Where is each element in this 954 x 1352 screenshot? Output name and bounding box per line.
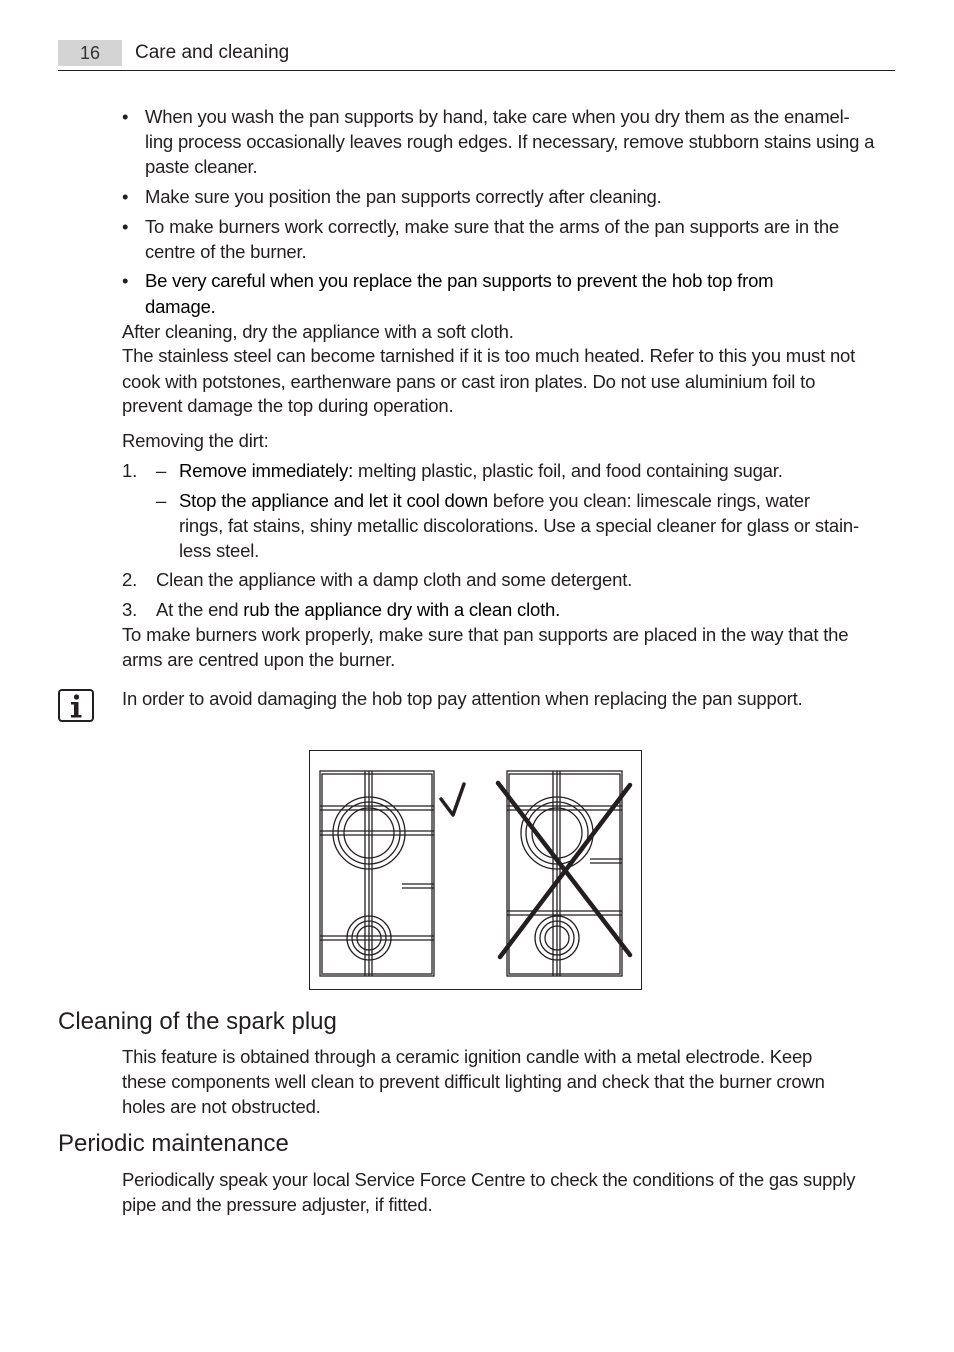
step-text: melting plastic, plastic foil, and food containing sugar. xyxy=(353,460,783,481)
header-rule xyxy=(58,70,895,71)
bullet-text-line: Make sure you position the pan supports correctly after cleaning. xyxy=(145,186,662,207)
bullet-text-line: ling process occasionally leaves rough edges. If necessary, remove stubborn stains using a xyxy=(145,131,875,152)
bullet-text-line-emphasis: damage. xyxy=(145,296,216,317)
section-heading: Periodic maintenance xyxy=(58,1130,289,1157)
info-icon xyxy=(58,689,94,722)
header-title: Care and cleaning xyxy=(135,42,290,63)
step-text-line: Clean the appliance with a damp cloth and some detergent. xyxy=(156,569,633,590)
step-number: 2. xyxy=(122,569,138,590)
paragraph-line: arms are centred upon the burner. xyxy=(122,649,396,670)
section-text-line: pipe and the pressure adjuster, if fitted. xyxy=(122,1194,433,1215)
paragraph-line: The stainless steel can become tarnished if it is too much heated. Refer to this you must not xyxy=(122,345,856,366)
page-number: 16 xyxy=(79,43,101,63)
bullet-text-line: centre of the burner. xyxy=(145,241,307,262)
step-emphasis: Stop the appliance and let it cool down xyxy=(179,490,488,511)
bullet-text-line: When you wash the pan supports by hand, take care when you dry them as the enamel- xyxy=(145,106,850,127)
step-text: At the end xyxy=(156,599,244,620)
step-text-line xyxy=(156,597,896,622)
paragraph-line: prevent damage the top during operation. xyxy=(122,395,454,416)
step-dash: – xyxy=(156,490,167,511)
section-text-line: these components well clean to prevent difficult lighting and check that the burner crown xyxy=(122,1071,825,1092)
section-text-line: holes are not obstructed. xyxy=(122,1096,321,1117)
section-heading: Cleaning of the spark plug xyxy=(58,1008,337,1035)
step-text-line: less steel. xyxy=(179,540,260,561)
step-number: 1. xyxy=(122,460,138,481)
bullet-dot: • xyxy=(122,186,129,207)
step-number: 3. xyxy=(122,599,138,620)
check-mark-icon xyxy=(441,784,464,815)
paragraph-line: Removing the dirt: xyxy=(122,430,269,451)
step-dash: – xyxy=(156,460,167,481)
step-text-line: rings, fat stains, shiny metallic discolorations. Use a special cleaner for glass or stain- xyxy=(179,515,859,536)
step-emphasis: Remove immediately: xyxy=(179,460,354,481)
hob-correct-illustration xyxy=(320,771,434,976)
paragraph-line: To make burners work properly, make sure that pan supports are placed in the way that the xyxy=(122,624,849,645)
bullet-text-line: paste cleaner. xyxy=(145,156,258,177)
step-text-line xyxy=(179,488,895,513)
bullet-text-line: To make burners work correctly, make sure that the arms of the pan supports are in the xyxy=(145,216,840,237)
step-text: before you clean: limescale rings, water xyxy=(487,490,810,511)
bullet-dot: • xyxy=(122,270,129,291)
bullet-text-line-emphasis: Be very careful when you replace the pan supports to prevent the hob top from xyxy=(145,270,774,291)
pan-support-placement-figure xyxy=(309,750,642,990)
info-note-text: In order to avoid damaging the hob top pay attention when replacing the pan support. xyxy=(122,688,803,709)
bullet-dot: • xyxy=(122,106,129,127)
paragraph-line: After cleaning, dry the appliance with a soft cloth. xyxy=(122,321,514,342)
paragraph-line: cook with potstones, earthenware pans or cast iron plates. Do not use aluminium foil to xyxy=(122,371,816,392)
section-text-line: Periodically speak your local Service Force Centre to check the conditions of the gas supply xyxy=(122,1169,856,1190)
step-text-line xyxy=(179,458,895,483)
section-text-line: This feature is obtained through a ceramic ignition candle with a metal electrode. Keep xyxy=(122,1046,813,1067)
bullet-dot: • xyxy=(122,216,129,237)
step-emphasis: rub the appliance dry with a clean cloth. xyxy=(243,599,561,620)
